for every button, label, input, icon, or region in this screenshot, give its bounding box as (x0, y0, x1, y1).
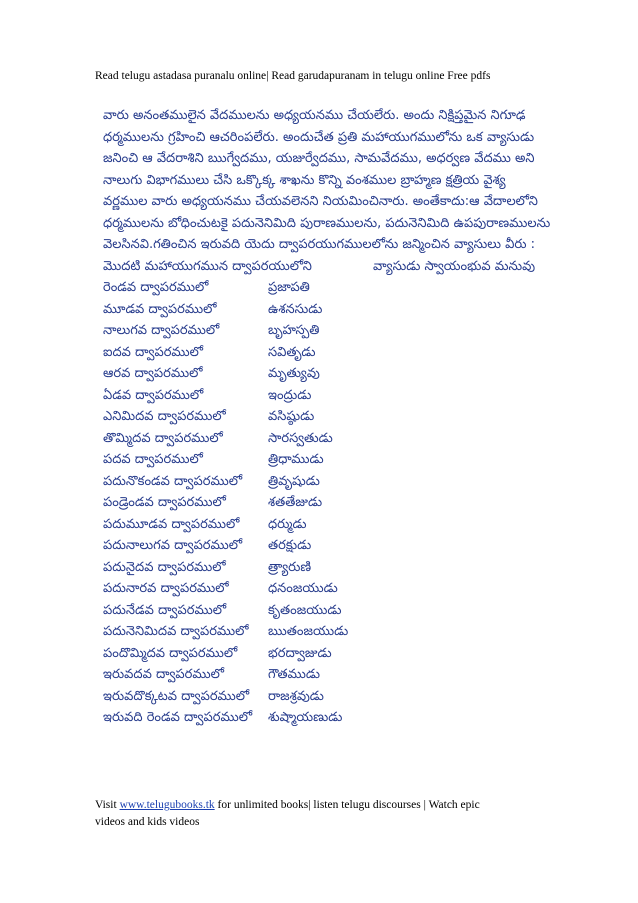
scan-era-label: రెండవ ద్వాపరములో (103, 280, 209, 295)
footer-line2: videos and kids videos (95, 816, 200, 828)
scan-vyasa-name: ప్రజాపతి (268, 280, 310, 295)
scan-era-label: పదునేడవ ద్వాపరములో (103, 602, 227, 618)
scan-vyasa-name: కృతంజయుడు (268, 602, 342, 618)
scan-vyasa-name: త్రిధాముడు (268, 452, 324, 467)
scan-era-label: పందొమ్మిదవ ద్వాపరములో (103, 645, 238, 661)
scan-lineage-row (103, 514, 503, 536)
scan-era-label: ఆరవ ద్వాపరములో (103, 366, 203, 381)
scan-lineage-row (103, 621, 503, 643)
scan-vyasa-name: శుష్మాయణుడు (268, 710, 343, 725)
scan-lineage-row (103, 664, 503, 686)
scan-lineage-row (103, 686, 503, 708)
scan-era-label: పదునారవ ద్వాపరములో (103, 581, 229, 596)
scan-era-label: మూడవ ద్వాపరములో (103, 301, 217, 317)
scan-era-label: నాలుగవ ద్వాపరములో (103, 323, 220, 338)
scan-era-label: తొమ్మిదవ ద్వాపరములో (103, 430, 223, 446)
scan-era-label: పదునొకండవ ద్వాపరములో (103, 473, 243, 489)
scan-lineage-row (103, 385, 503, 407)
scan-prose-line: నాలుగు విభాగములు చేసి ఒక్కొక్క శాఖను కొన్ని వంశముల బ్రాహ్మణ క్షత్రియ వైశ్య (103, 172, 506, 188)
scan-vyasa-name: వసిష్ఠుడు (268, 409, 315, 424)
scan-vyasa-name: ధర్ముడు (268, 516, 307, 532)
scan-era-label: ఇరువదొక్కటవ ద్వాపరములో (103, 688, 250, 704)
scan-vyasa-name: త్రివృషుడు (268, 473, 320, 489)
scan-era-label: పదుమూడవ ద్వాపరములో (103, 516, 240, 532)
scan-lineage-row (103, 363, 503, 385)
page-header (95, 70, 615, 82)
scan-prose-line: వారు అనంతములైన వేదములను అధ్యయనము చేయలేరు. అందు నిక్షిప్తమైన నిగూఢ (103, 108, 526, 123)
scan-era-label: ఇరువది రెండవ ద్వాపరములో (103, 710, 253, 725)
scan-vyasa-name: త్ర్యారుణి (268, 559, 312, 575)
scan-vyasa-name: సారస్వతుడు (268, 430, 333, 446)
scan-era-label: ఎనిమిదవ ద్వాపరములో (103, 409, 226, 424)
scan-lineage-row (103, 342, 503, 364)
scan-lineage-row (103, 471, 503, 493)
footer-suffix: for unlimited books| listen telugu discourses | Watch epic (214, 799, 480, 811)
scan-lineage-row (103, 492, 503, 514)
scan-era-label: ఇరువదవ ద్వాపరములో (103, 667, 225, 682)
scan-era-label: పదవ ద్వాపరములో (103, 452, 203, 467)
scan-lineage-row (103, 578, 503, 600)
scan-lineage-row (103, 449, 503, 471)
scan-era-label: పదునైదవ ద్వాపరములో (103, 559, 226, 575)
scan-vyasa-name: ఇంద్రుడు (268, 387, 312, 403)
scan-vyasa-name: తరక్షుడు (268, 538, 312, 553)
scan-era-label: పదునాలుగవ ద్వాపరములో (103, 538, 243, 553)
scan-first-era: మొదటి మహాయుగమున ద్వాపరయులోని (103, 258, 312, 274)
scan-prose-line: వెలసినవి.గతించిన ఇరువది యెదు ద్వాపరయుగములలోను జన్మించిన వ్యాసులు వీరు : (103, 237, 536, 252)
scan-prose-line: ధర్మములను బోధించుటకై పదునెనిమిది పురాణములను, పదునెనిమిది ఉపపురాణములను (103, 215, 551, 231)
scan-prose-line: జనించి ఆ వేదరాశిని ఋగ్వేదము, యజుర్వేదము, సామవేదము, అధర్వణ వేదము అని (103, 151, 535, 166)
scan-era-label: పదునెనిమిదవ ద్వాపరములో (103, 624, 249, 639)
scan-vyasa-name: ఉశనసుడు (268, 301, 323, 317)
scan-first-vyasa: వ్యాసుడు స్వాయంభువ మనువు (373, 258, 536, 274)
scan-lineage-row (103, 643, 503, 665)
scan-lineage-row (103, 299, 503, 321)
scan-vyasa-name: బృహస్పతి (268, 323, 320, 338)
telugubooks-link[interactable]: www.telugubooks.tk (119, 799, 215, 811)
header-title: Read telugu astadasa puranalu online| Read garudapuranam in telugu online Free pdfs (95, 70, 491, 82)
scan-lineage-row (103, 600, 503, 622)
scan-vyasa-name: సవితృడు (268, 344, 316, 360)
scan-lineage-row (103, 557, 503, 579)
scan-vyasa-name: ధనంజయుడు (268, 581, 338, 596)
scan-vyasa-name: మృత్యువు (268, 366, 320, 381)
scan-vyasa-name: భరద్వాజుడు (268, 645, 332, 661)
footer-prefix: Visit (95, 799, 120, 811)
scan-lineage-row (103, 277, 503, 299)
scan-vyasa-name: గౌతముడు (268, 667, 320, 682)
scan-prose-line: ధర్మములను గ్రహించి ఆచరింపలేరు. అందుచేత ప్రతి మహాయుగములోను ఒక వ్యాసుడు (103, 129, 535, 145)
scan-prose-line: వర్ణముల వారు అధ్యయనము చేయవలెనని నియమించినారు. అంతేకాదు:ఆ వేదాలలోని (103, 194, 538, 209)
scan-lineage-row (103, 707, 503, 729)
scan-era-label: ఐదవ ద్వాపరములో (103, 344, 204, 360)
scan-vyasa-name: ఋతంజయుడు (268, 624, 349, 639)
scan-era-label: ఏడవ ద్వాపరములో (103, 387, 204, 403)
scanned-page-image (95, 103, 590, 783)
scan-era-label: పండ్రెండవ ద్వాపరములో (103, 495, 226, 510)
scan-lineage-row (103, 406, 503, 428)
scan-vyasa-name: రాజశ్రవుడు (268, 688, 324, 704)
scan-lineage-row (103, 320, 503, 342)
scan-first-row (103, 256, 583, 278)
scan-lineage-row (103, 535, 503, 557)
scan-lineage-row (103, 428, 503, 450)
scan-vyasa-name: శతతేజుడు (268, 495, 323, 510)
page-footer (95, 797, 535, 831)
